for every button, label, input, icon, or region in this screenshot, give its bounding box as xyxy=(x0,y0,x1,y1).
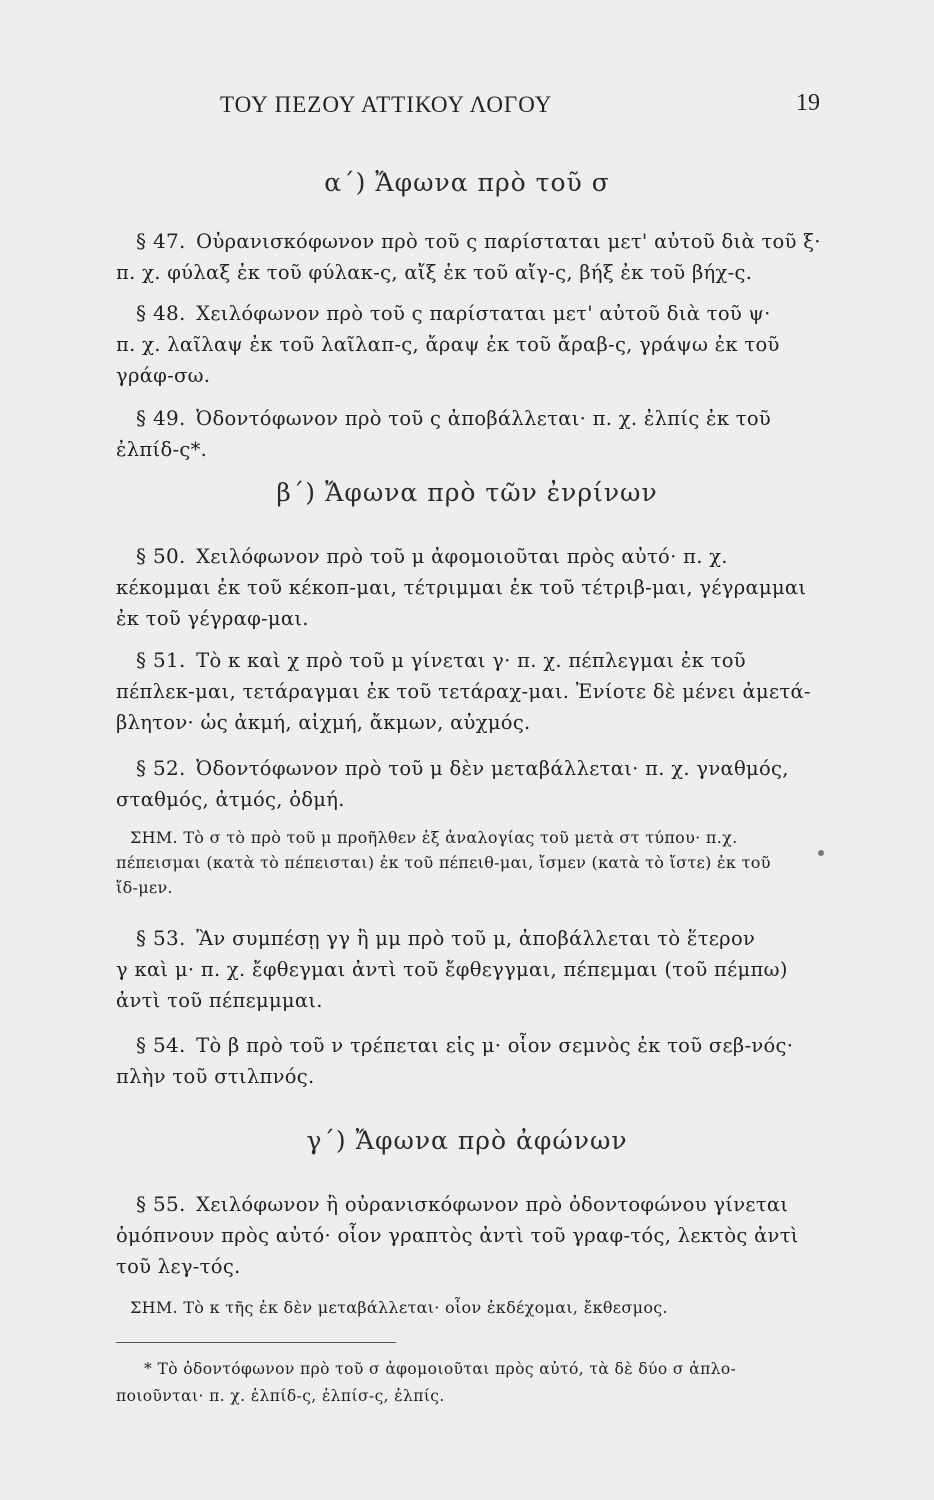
paragraph-line: ὁμόπνουν πρὸς αὐτό· οἷον γραπτὸς ἀντὶ τοῦ γραφ-τός, λεκτὸς ἀντὶ xyxy=(116,1224,799,1247)
running-head xyxy=(120,92,820,132)
paragraph-49 xyxy=(116,403,790,465)
paragraph-51 xyxy=(116,645,811,738)
paragraph-52 xyxy=(116,753,790,815)
note-1 xyxy=(116,825,790,900)
note-line: πέπεισμαι (κατὰ τὸ πέπεισται) ἐκ τοῦ πέπειθ-μαι, ἴσμεν (κατὰ τὸ ἴστε) ἐκ τοῦ xyxy=(116,853,771,872)
paragraph-number: § 54. xyxy=(136,1033,186,1057)
paragraph-line: Χειλόφωνον ἢ οὐρανισκόφωνον πρὸ ὀδοντοφώνου γίνεται xyxy=(196,1193,789,1216)
section-heading-a: α΄) Ἄφωνα πρὸ τοῦ σ xyxy=(324,168,610,197)
footnote xyxy=(116,1356,796,1410)
paragraph-line: Ὀδοντόφωνον πρὸ τοῦ μ δὲν μεταβάλλεται· π. χ. γναθμός, xyxy=(196,757,789,780)
paragraph-line: ἀντὶ τοῦ πέπεμμμαι. xyxy=(116,989,323,1012)
paragraph-line: π. χ. λαῖλαψ ἐκ τοῦ λαῖλαπ-ς, ἄραψ ἐκ τοῦ ἄραβ-ς, γράψω ἐκ τοῦ xyxy=(116,333,780,356)
section-heading-b: β΄) Ἄφωνα πρὸ τῶν ἐνρίνων xyxy=(276,478,658,507)
paragraph-47 xyxy=(116,226,821,288)
paragraph-line: ἐκ τοῦ γέγραφ-μαι. xyxy=(116,607,309,630)
paragraph-55 xyxy=(116,1189,799,1282)
paragraph-number: § 53. xyxy=(136,926,186,950)
paragraph-54 xyxy=(116,1030,794,1092)
paragraph-number: § 51. xyxy=(136,648,186,672)
paragraph-number: § 48. xyxy=(136,301,186,325)
paragraph-line: πέπλεκ-μαι, τετάραγμαι ἐκ τοῦ τετάραχ-μαι. Ἐνίοτε δὲ μένει ἀμετά- xyxy=(116,680,811,703)
paragraph-line: τοῦ λεγ-τός. xyxy=(116,1255,241,1278)
section-heading-c: γ΄) Ἄφωνα πρὸ ἀφώνων xyxy=(306,1126,628,1155)
paragraph-line: Τὸ β πρὸ τοῦ ν τρέπεται εἰς μ· οἷον σεμνὸς ἐκ τοῦ σεβ-νός· xyxy=(196,1034,794,1057)
paragraph-number: § 47. xyxy=(136,229,186,253)
footnote-line: ποιοῦνται· π. χ. ἐλπίδ-ς, ἐλπίσ-ς, ἐλπίς. xyxy=(116,1387,445,1405)
paragraph-number: § 49. xyxy=(136,406,186,430)
paragraph-line: πλὴν τοῦ στιλπνός. xyxy=(116,1065,315,1088)
paragraph-number: § 50. xyxy=(136,544,186,568)
paragraph-line: Τὸ κ καὶ χ πρὸ τοῦ μ γίνεται γ· π. χ. πέπλεγμαι ἐκ τοῦ xyxy=(196,649,746,672)
paragraph-line: Ὀδοντόφωνον πρὸ τοῦ ς ἀποβάλλεται· π. χ. ἐλπίς ἐκ τοῦ xyxy=(196,407,772,430)
paragraph-line: κέκομμαι ἐκ τοῦ κέκοπ-μαι, τέτριμμαι ἐκ τοῦ τέτριβ-μαι, γέγραμμαι xyxy=(116,576,807,599)
footnote-rule xyxy=(116,1342,396,1343)
paragraph-line: Χειλόφωνον πρὸ τοῦ μ ἀφομοιοῦται πρὸς αὐτό· π. χ. xyxy=(196,545,728,568)
paragraph-line: π. χ. φύλαξ ἐκ τοῦ φύλακ-ς, αἴξ ἐκ τοῦ αἴγ-ς, βήξ ἐκ τοῦ βήχ-ς. xyxy=(116,261,753,284)
page-number: 19 xyxy=(796,90,820,116)
note-line: ἴδ-μεν. xyxy=(116,878,173,897)
ink-spot xyxy=(818,850,824,856)
paragraph-53 xyxy=(116,923,790,1016)
paragraph-line: γράφ-σω. xyxy=(116,364,211,387)
paragraph-line: Οὐρανισκόφωνον πρὸ τοῦ ς παρίσταται μετ' αὐτοῦ διὰ τοῦ ξ· xyxy=(196,230,821,253)
paragraph-line: Ἂν συμπέσῃ γγ ἢ μμ πρὸ τοῦ μ, ἀποβάλλεται τὸ ἕτερον xyxy=(196,927,756,950)
note-2 xyxy=(116,1295,790,1320)
paragraph-number: § 55. xyxy=(136,1192,186,1216)
paragraph-line: σταθμός, ἀτμός, ὀδμή. xyxy=(116,788,345,811)
paragraph-line: Χειλόφωνον πρὸ τοῦ ς παρίσταται μετ' αὐτοῦ διὰ τοῦ ψ· xyxy=(196,302,771,325)
paragraph-line: βλητον· ὡς ἀκμή, αἰχμή, ἄκμων, αὐχμός. xyxy=(116,711,531,734)
paragraph-50 xyxy=(116,541,807,634)
paragraph-48 xyxy=(116,298,790,391)
note-line: ΣΗΜ. Τὸ σ τὸ πρὸ τοῦ μ προῆλθεν ἐξ ἀναλογίας τοῦ μετὰ στ τύπου· π.χ. xyxy=(130,828,738,847)
paragraph-line: ἐλπίδ-ς*. xyxy=(116,438,208,461)
running-title: ΤΟΥ ΠΕΖΟΥ ΑΤΤΙΚΟΥ ΛΟΓΟΥ xyxy=(220,92,553,117)
paragraph-line: γ καὶ μ· π. χ. ἔφθεγμαι ἀντὶ τοῦ ἔφθεγγμαι, πέπεμμαι (τοῦ πέμπω) xyxy=(116,958,788,981)
paragraph-number: § 52. xyxy=(136,756,186,780)
footnote-line: * Τὸ ὀδοντόφωνον πρὸ τοῦ σ ἀφομοιοῦται πρὸς αὐτό, τὰ δὲ δύο σ ἁπλο- xyxy=(144,1360,737,1378)
note-line: ΣΗΜ. Τὸ κ τῆς ἐκ δὲν μεταβάλλεται· οἷον ἐκδέχομαι, ἔκθεσμος. xyxy=(130,1298,668,1317)
